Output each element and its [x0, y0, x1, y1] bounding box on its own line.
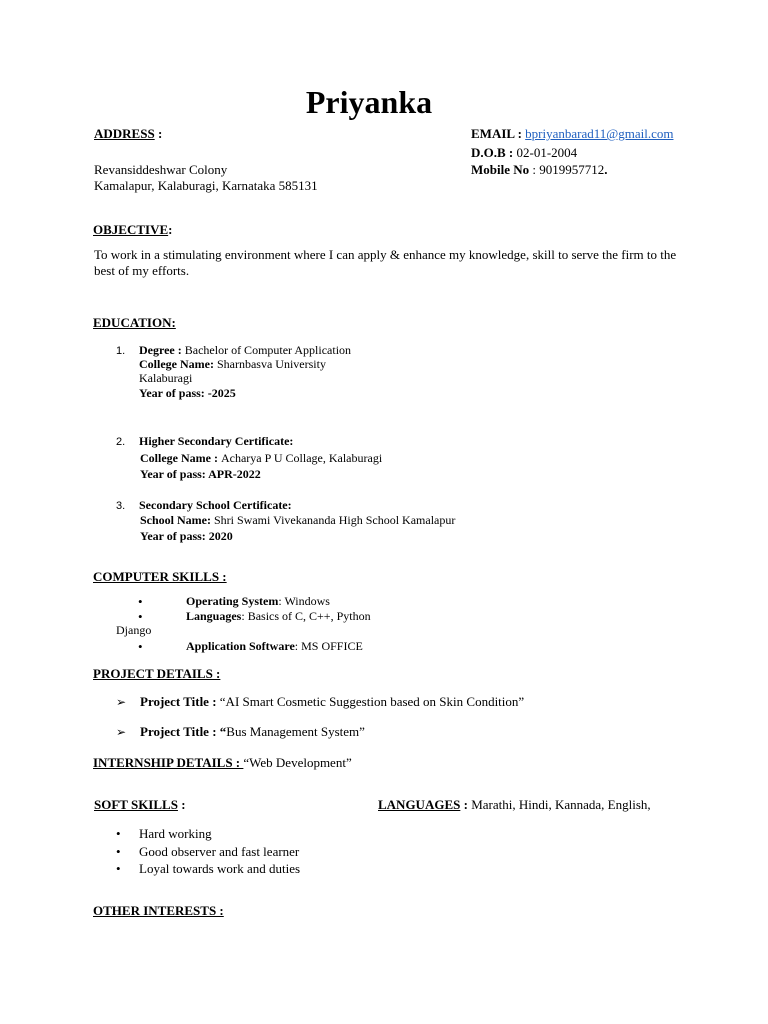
- bullet-icon: •: [116, 844, 121, 859]
- bullet-icon: •: [116, 861, 121, 876]
- arrow-bullet-icon: ➢: [116, 725, 127, 739]
- degree-row: Degree : Bachelor of Computer Application: [139, 343, 352, 357]
- certificate-title: Secondary School Certificate:: [139, 498, 292, 512]
- skill-item: Languages: Basics of C, C++, Python: [186, 609, 371, 623]
- bullet-icon: •: [138, 639, 143, 654]
- email-row: EMAIL : bpriyanbarad11@gmail.com: [471, 126, 674, 141]
- objective-text: To work in a stimulating environment where I can apply & enhance my knowledge, skill to serve the firm to the best of my efforts.: [94, 247, 677, 278]
- computer-skills-heading: COMPUTER SKILLS :: [93, 569, 227, 584]
- skill-item: Application Software: MS OFFICE: [186, 639, 363, 653]
- project-details-heading: PROJECT DETAILS :: [93, 666, 221, 681]
- skill-item: Operating System: Windows: [186, 594, 330, 608]
- project-item: Project Title : “AI Smart Cosmetic Suggestion based on Skin Condition”: [140, 694, 525, 709]
- resume-name: Priyanka: [305, 84, 433, 120]
- college-city: Kalaburagi: [139, 371, 193, 385]
- languages-row: LANGUAGES : Marathi, Hindi, Kannada, English,: [378, 797, 651, 812]
- year-of-pass: Year of pass: 2020: [140, 529, 233, 543]
- year-of-pass: Year of pass: APR-2022: [140, 467, 261, 481]
- college-row: College Name : Acharya P U Collage, Kalaburagi: [140, 451, 383, 465]
- dob-row: D.O.B : 02-01-2004: [471, 145, 578, 160]
- address-heading: ADDRESS :: [94, 126, 163, 141]
- soft-skill-item: Hard working: [139, 826, 212, 841]
- education-number: 3.: [116, 500, 126, 512]
- soft-skill-item: Good observer and fast learner: [139, 844, 300, 859]
- education-number: 1.: [116, 345, 126, 357]
- objective-heading: OBJECTIVE:: [93, 222, 173, 237]
- education-number: 2.: [116, 436, 126, 448]
- college-row: College Name: Sharnbasva University: [139, 357, 326, 371]
- bullet-icon: •: [116, 826, 121, 841]
- address-line-1: Revansiddeshwar Colony: [94, 162, 228, 177]
- mobile-row: Mobile No : 9019957712.: [471, 162, 608, 177]
- soft-skills-heading: SOFT SKILLS :: [94, 797, 186, 812]
- soft-skill-item: Loyal towards work and duties: [139, 861, 301, 876]
- other-interests-heading: OTHER INTERESTS :: [93, 903, 224, 918]
- internship-row: INTERNSHIP DETAILS : “Web Development”: [93, 755, 352, 770]
- skill-overflow: Django: [116, 623, 152, 637]
- school-row: School Name: Shri Swami Vivekananda High School Kamalapur: [140, 513, 456, 527]
- address-line-2: Kamalapur, Kalaburagi, Karnataka 585131: [94, 178, 318, 193]
- bullet-icon: •: [138, 609, 143, 624]
- certificate-title: Higher Secondary Certificate:: [139, 434, 294, 448]
- bullet-icon: •: [138, 594, 143, 609]
- project-item: Project Title : “Bus Management System”: [140, 724, 365, 739]
- education-heading: EDUCATION:: [93, 315, 176, 330]
- year-of-pass: Year of pass: -2025: [139, 386, 236, 400]
- email-link[interactable]: bpriyanbarad11@gmail.com: [525, 126, 674, 141]
- arrow-bullet-icon: ➢: [116, 695, 127, 709]
